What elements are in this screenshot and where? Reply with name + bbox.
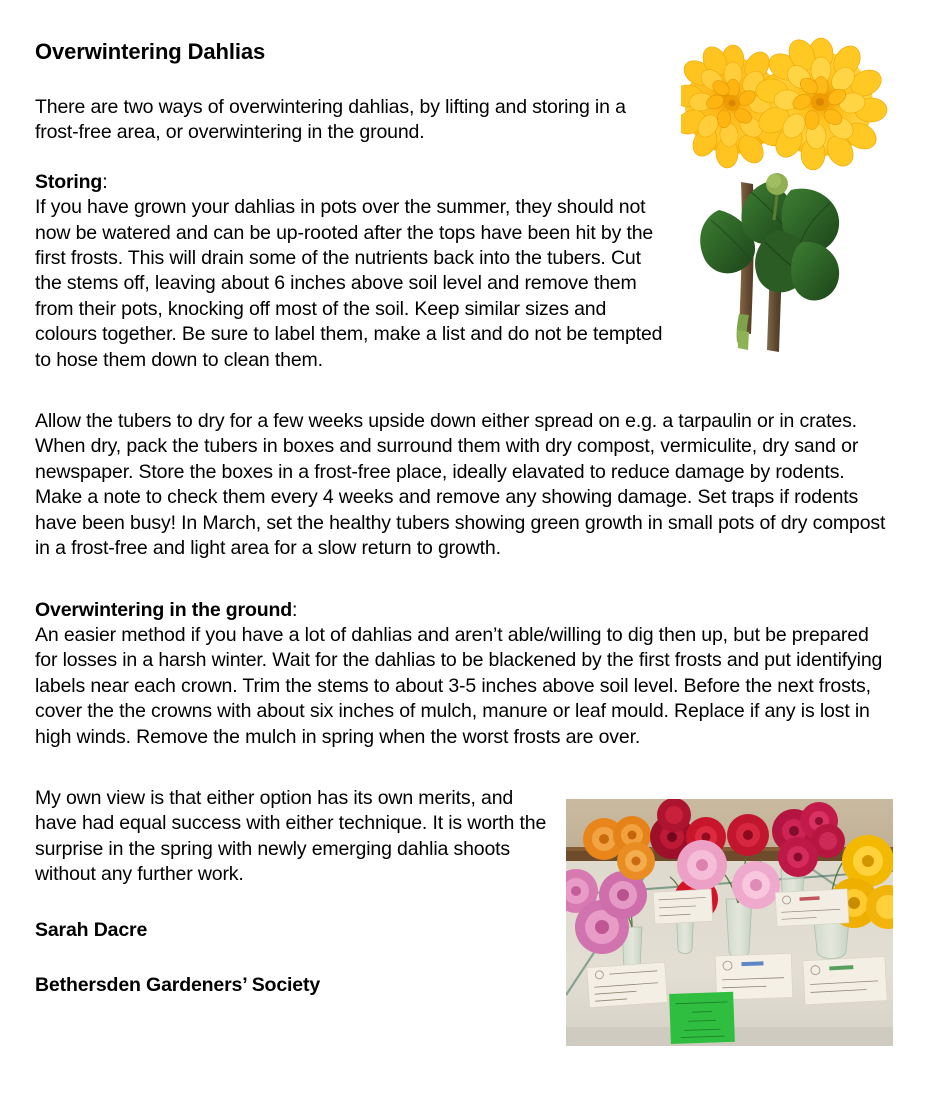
spacer <box>35 888 891 918</box>
spacer <box>35 943 891 973</box>
section-heading-storing-colon: : <box>102 170 108 193</box>
section-heading-storing-label: Storing <box>35 170 103 193</box>
ground-paragraph: An easier method if you have a lot of dahlias and aren’t able/willing to dig then up, but be prepared for losses in a harsh winter. Wait for the dahlias to be blackened by the first frosts and put identifying labels near each crown. Trim the stems to about 3-5 inches above soil level. Before the next frosts, cover the the crowns with about six inches of mulch, manure or leaf mould. Replace if any is lost in high winds. Remove the mulch in spring when the worst frosts are over. <box>35 623 883 748</box>
spacer <box>35 65 891 95</box>
organisation-name: Bethersden Gardeners’ Society <box>35 973 321 996</box>
section-heading-storing <box>35 170 891 195</box>
spacer <box>35 146 891 170</box>
closing-paragraph: My own view is that either option has its own merits, and have had equal success with either technique. It is worth the surprise in the spring with newly emerging dahlia shoots without any further work. <box>35 786 547 886</box>
section-heading-ground-colon: : <box>292 598 298 621</box>
section-heading-ground-label: Overwintering in the ground <box>35 598 293 621</box>
spacer <box>35 562 891 598</box>
section-heading-ground <box>35 598 891 623</box>
drying-paragraph: Allow the tubers to dry for a few weeks upside down either spread on e.g. a tarpaulin or in crates. When dry, pack the tubers in boxes and surround them with dry compost, vermiculite, dry sand or newspaper. Store the boxes in a frost-free place, ideally elavated to reduce damage by rodents. Make a note to check them every 4 weeks and remove any showing damage. Set traps if rodents have been busy! In March, set the healthy tubers showing green growth in small pots of dry compost in a frost-free and light area for a slow return to growth. <box>35 410 886 560</box>
intro-paragraph: There are two ways of overwintering dahlias, by lifting and storing in a frost-free area, or overwintering in the ground. <box>35 96 626 144</box>
page-title: Overwintering Dahlias <box>35 39 266 64</box>
spacer <box>35 750 891 786</box>
spacer <box>35 373 891 409</box>
article-body <box>35 38 891 998</box>
author-name: Sarah Dacre <box>35 918 148 941</box>
storing-paragraph: If you have grown your dahlias in pots over the summer, they should not now be watered and can be up-rooted after the tops have been hit by the first frosts. This will drain some of the nutrients back into the tubers. Cut the stems off, leaving about 6 inches above soil level and remove them from their pots, knocking off most of the soil. Keep similar sizes and colours together. Be sure to label them, make a list and do not be tempted to hose them down to clean them. <box>35 196 663 371</box>
